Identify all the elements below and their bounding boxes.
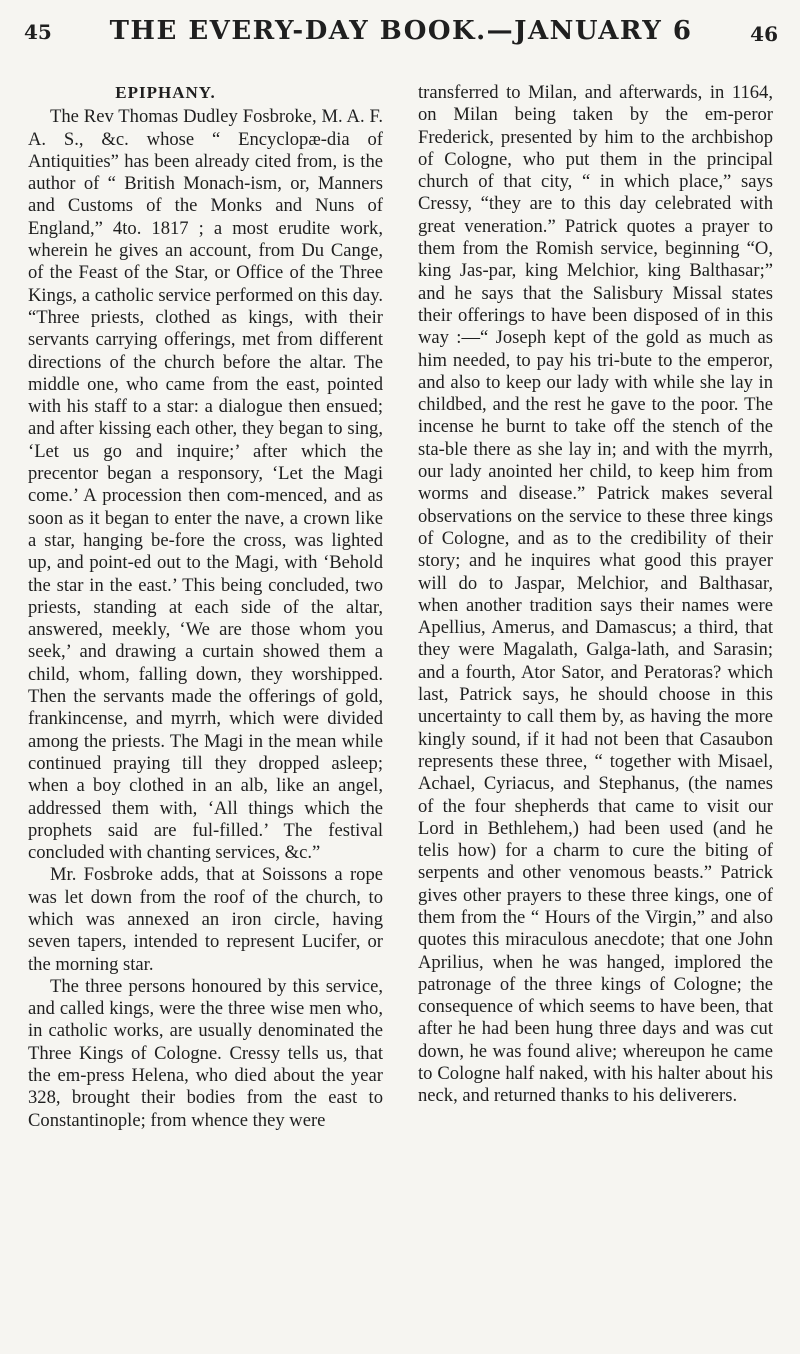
paragraph: The Rev Thomas Dudley Fosbroke, M. A. F. A. S., &c. whose “ Encyclopæ-dia of Antiquities” has been already cited from, is the author of “ British Monach-ism, or, Manners and Customs of the Monks and Nuns of England,” 4to. 1817 ; a most erudite work, wherein he gives an account, from Du Cange, of the Feast of the Star, or Office of the Three Kings, a catholic service performed on this day. “Three priests, clothed as kings, with their servants carrying offerings, met from different directions of the church before the altar. The middle one, who came from the east, pointed with his staff to a star: a dialogue then ensued; and after kissing each other, they began to sing, ‘Let us go and inquire;’ after which the precentor began a responsory, ‘Let the Magi come.’ A procession then com-menced, and as soon as it began to enter the nave, a crown like a star, hanging be-fore the cross, was lighted up, and point-ed out to the Magi, with ‘Behold the star in the east.’ This being concluded, two priests, standing at each side of the altar, answered, meekly, ‘We are those whom you seek,’ and drawing a curtain showed them a child, whom, falling down, they worshipped. Then the servants made the offerings of gold, frankincense, and myrrh, which were divided among the priests. The Magi in the mean while continued praying till they dropped asleep; when a boy clothed in an alb, like an angel, addressed them with, ‘All things which the prophets said are ful-filled.’ The festival concluded with chanting services, &c.” [28, 106, 383, 864]
paragraph: The three persons honoured by this service, and called kings, were the three wise men who, in catholic works, are usually denominated the Three Kings of Cologne. Cressy tells us, that the em-press Helena, who died about the year 328, brought their bodies from the east to Constantinople; from whence they were [28, 975, 383, 1131]
page-number-right: 46 [750, 22, 778, 46]
running-head: THE EVERY-DAY BOOK.—JANUARY 6 [109, 16, 693, 46]
left-column [28, 82, 383, 1132]
paragraph: Mr. Fosbroke adds, that at Soissons a rope was let down from the roof of the church, to which was annexed an iron circle, having seven tapers, intended to represent Lucifer, or the morning star. [28, 864, 383, 975]
page-number-left: 45 [24, 20, 52, 44]
paragraph: transferred to Milan, and afterwards, in 1164, on Milan being taken by the em-peror Frederick, presented by him to the archbishop of Cologne, who put them in the principal church of that city, “ in which place,” says Cressy, “they are to this day celebrated with great veneration.” Patrick quotes a prayer to them from the Romish service, beginning “O, king Jas-par, king Melchior, king Balthasar;” and he says that the Salisbury Missal states their offerings to have been disposed of in this way :—“ Joseph kept of the gold as much as him needed, to pay his tri-bute to the emperor, and also to keep our lady with while she lay in childbed, and the rest he gave to the poor. The incense he burnt to take off the stench of the sta-ble there as she lay in; and with the myrrh, our lady anointed her child, to keep him from worms and disease.” Patrick makes several observations on the service to these three kings of Cologne, and as to the credibility of their story; and he inquires what good this prayer will do to Jaspar, Melchior, and Balthasar, when another tradition says their names were Apellius, Amerus, and Damascus; a third, that they were Magalath, Galga-lath, and Sarasin; and a fourth, Ator Sator, and Peratoras? which last, Patrick says, he should choose in this uncertainty to call them by, as having the more kingly sound, if it had not been that Casaubon represents these three, “ together with Misael, Achael, Cyriacus, and Stephanus, (the names of the four shepherds that came to visit our Lord in Bethlehem,) had been used (and he telis how) for a charm to cure the biting of serpents and other venomous beasts.” Patrick gives other prayers to these three kings, one of them from the “ Hours of the Virgin,” and also quotes this miraculous anecdote; that one John Aprilius, when he was hanged, implored the patronage of the three kings of Cologne; the consequence of which seems to have been, that after he had been hung three days and was cut down, he was found alive; whereupon he came to Cologne half naked, with his halter about his neck, and returned thanks to his deliverers. [418, 82, 773, 1107]
right-column [418, 82, 773, 1108]
page-header [24, 10, 778, 50]
section-title: EPIPHANY. [115, 83, 216, 102]
